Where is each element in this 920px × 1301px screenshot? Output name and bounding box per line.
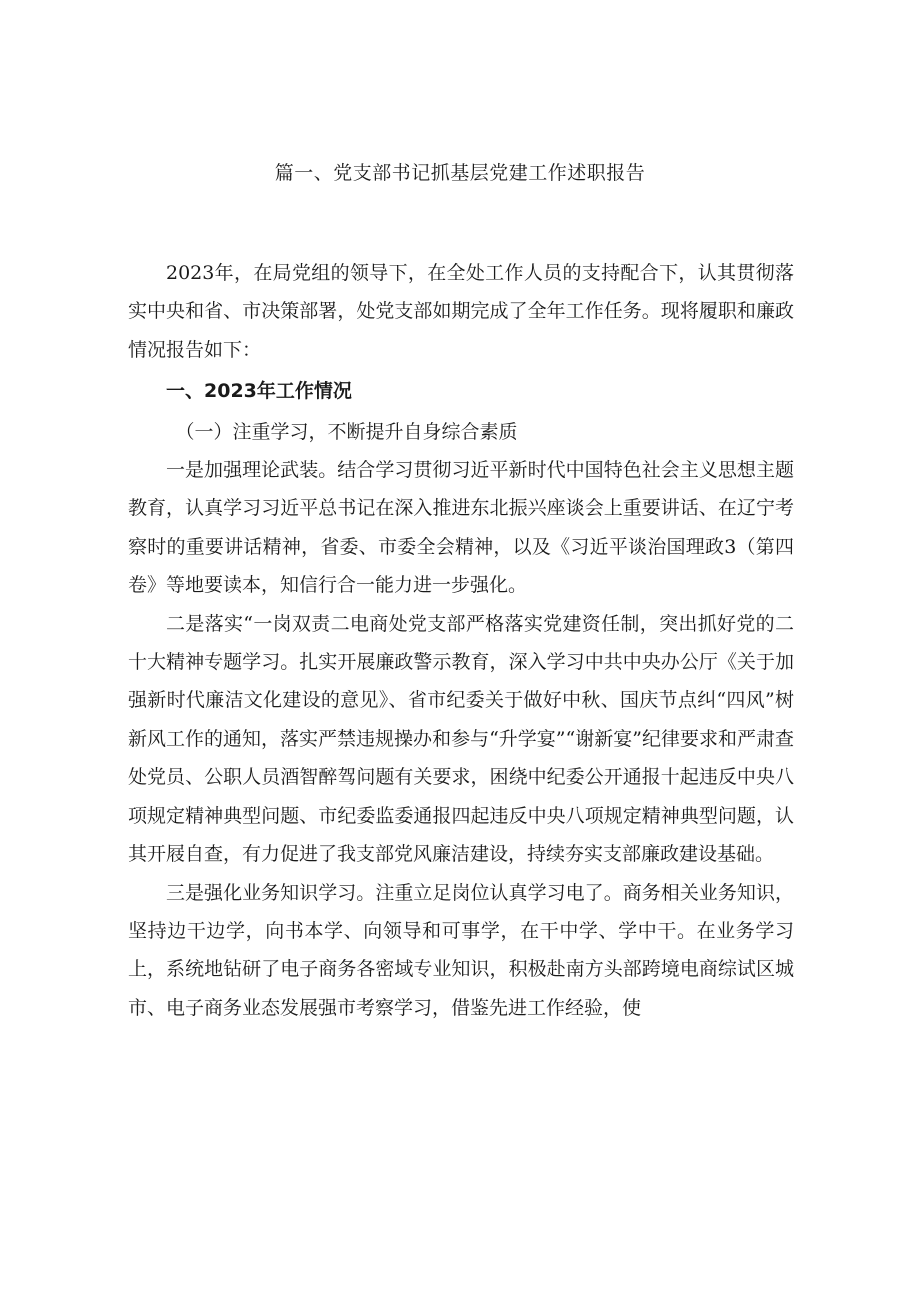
body-paragraph-3: 三是强化业务知识学习。注重立足岗位认真学习电了。商务相关业务知识，坚持边干边学，向书本学、向领导和可事学，在干中学、学中干。在业务学习上，系统地钻研了电子商务各密域专业知识，积极赴南方头部跨境电商综试区城市、电子商务业态发展强市考察学习，借鉴先进工作经验，使 (128, 881, 794, 1019)
intro-paragraph: 2023年，在局党组的领导下，在全处工作人员的支持配合下，认其贯彻落实中央和省、市决策部署，处党支部如期完成了全年工作任务。现将履职和廉政情况报告如下： (128, 262, 794, 361)
section-heading: 一、2023年工作情况 (166, 380, 352, 403)
body-paragraph-1: 一是加强理论武装。结合学习贯彻习近平新时代中国特色社会主义思想主题教育，认真学习习近平总书记在深入推进东北振兴座谈会上重要讲话、在辽宁考察时的重要讲话精神，省委、市委全会精神，以及《习近平谈治国理政3（第四卷》等地要读本，知信行合一能力进一步强化。 (128, 459, 794, 597)
document-title: 篇一、党支部书记抓基层党建工作述职报告 (274, 162, 646, 184)
body-paragraph-2: 二是落实“一岗双责二电商处党支部严格落实党建资任制，突出抓好党的二十大精神专题学习。扎实开展廉政警示教育，深入学习中共中央办公厅《关于加强新时代廉洁文化建设的意见》、省市纪委关于做好中秋、国庆节点纠“四风”树新风工作的通知，落实严禁违规操办和参与“升学宴”“谢新宴”纪律要求和严肃查处党员、公职人员酒智醉驾问题有关要求，困绕中纪委公开通报十起违反中央八项规定精神典型问题、市纪委监委通报四起违反中央八项规定精神典型问题，认其开屐自查，有力促进了我支部党风廉洁建设，持续夯实支部廉政建设基础。 (128, 612, 794, 866)
document-body (128, 254, 794, 1027)
subsection-heading: （一）注重学习，不断提升自身综合素质 (175, 420, 518, 443)
